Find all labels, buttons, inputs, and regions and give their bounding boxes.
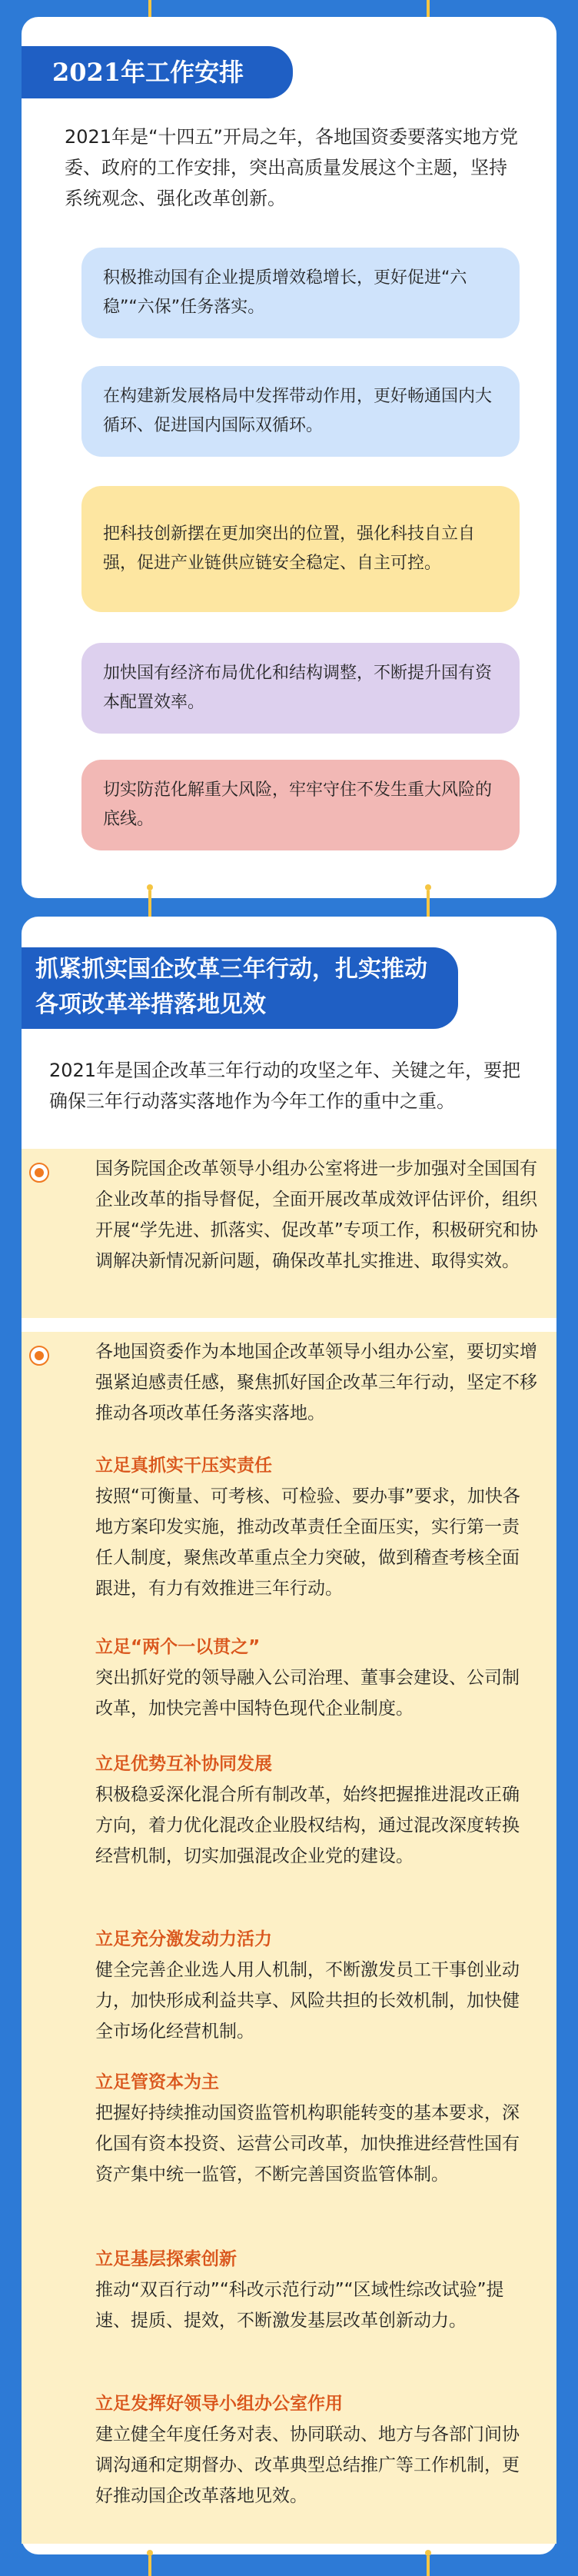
work-plan-item-5-text: 切实防范化解重大风险，牢牢守住不发生重大风险的底线。 — [103, 780, 493, 829]
work-plan-item-1 — [81, 248, 520, 338]
work-plan-item-4-text: 加快国有经济布局优化和结构调整，不断提升国有资本配置效率。 — [103, 664, 493, 712]
reform-intro: 2021年是国企改革三年行动的攻坚之年、关键之年，要把确保三年行动落实落地作为今年工作的重中之重。 — [49, 1060, 521, 1112]
section-title-reform — [22, 947, 458, 1029]
connector-bottom-left — [143, 2550, 157, 2576]
subsection-5-text: 把握好持续推动国资监管机构职能转变的基本要求，深化国有资本投资、运营公司改革，加快推进经营性国有资产集中统一监管，不断完善国资监管体制。 — [95, 2103, 520, 2185]
subsection-7-heading: 立足发挥好领导小组办公室作用 — [95, 2394, 343, 2414]
work-plan-card — [22, 17, 556, 898]
reform-point-2-text: 各地国资委作为本地国企改革领导小组办公室，要切实增强紧迫感责任感，聚焦抓好国企改革三年行动，坚定不移推动各项改革任务落实落地。 — [95, 1342, 537, 1423]
subsection-6-heading: 立足基层探索创新 — [95, 2249, 237, 2269]
connector-bottom-right — [421, 2550, 435, 2576]
bullet-icon — [29, 1346, 49, 1366]
subsection-1-text: 按照“可衡量、可考核、可检验、要办事”要求，加快各地方案印发实施，推动改革责任全面压实，实行第一责任人制度，聚焦改革重点全力突破，做到稽查考核全面跟进，有力有效推进三年行动。 — [95, 1486, 520, 1599]
work-plan-item-3 — [81, 486, 520, 612]
subsection-5-heading: 立足管资本为主 — [95, 2072, 219, 2092]
work-plan-item-4 — [81, 643, 520, 734]
section-title-work-plan: 2021年工作安排 — [22, 46, 293, 98]
work-plan-item-1-text: 积极推动国有企业提质增效稳增长，更好促进“六稳”“六保”任务落实。 — [103, 268, 467, 317]
subsection-3-text: 积极稳妥深化混合所有制改革，始终把握推进混改正确方向，着力优化混改企业股权结构，通过混改深度转换经营机制，切实加强混改企业党的建设。 — [95, 1785, 520, 1866]
subsection-4-heading: 立足充分激发动力活力 — [95, 1929, 272, 1949]
subsection-2-heading: 立足“两个一以贯之” — [95, 1637, 261, 1657]
subsection-6-text: 推动“双百行动”“科改示范行动”“区域性综改试验”提速、提质、提效，不断激发基层改革创新动力。 — [95, 2280, 504, 2331]
work-plan-intro: 2021年是“十四五”开局之年，各地国资委要落实地方党委、政府的工作安排，突出高质量发展这个主题，坚持系统观念、强化改革创新。 — [65, 126, 518, 209]
section-title-reform-line2: 各项改革举措落地见效 — [35, 991, 266, 1018]
subsection-2-text: 突出抓好党的领导融入公司治理、董事会建设、公司制改革，加快完善中国特色现代企业制度。 — [95, 1668, 520, 1719]
work-plan-item-3-text: 把科技创新摆在更加突出的位置，强化科技自立自强，促进产业链供应链安全稳定、自主可控。 — [103, 524, 476, 573]
work-plan-item-5 — [81, 760, 520, 850]
reform-point-1-text: 国务院国企改革领导小组办公室将进一步加强对全国国有企业改革的指导督促，全面开展改革成效评估评价，组织开展“学先进、抓落实、促改革”专项工作，积极研究和协调解决新情况新问题，确保改革扎实推进、取得实效。 — [95, 1159, 538, 1271]
subsection-1-heading: 立足真抓实干压实责任 — [95, 1456, 272, 1476]
subsection-7-text: 建立健全年度任务对表、协同联动、地方与各部门间协调沟通和定期督办、改革典型总结推广等工作机制，更好推动国企改革落地见效。 — [95, 2425, 520, 2506]
bullet-icon — [29, 1163, 49, 1183]
subsection-3-heading: 立足优势互补协同发展 — [95, 1754, 272, 1774]
subsection-4-text: 健全完善企业选人用人机制，不断激发员工干事创业动力，加快形成利益共享、风险共担的长效机制，加快健全市场化经营机制。 — [95, 1960, 520, 2042]
section-title-reform-line1: 抓紧抓实国企改革三年行动，扎实推动 — [35, 956, 427, 983]
work-plan-item-2-text: 在构建新发展格局中发挥带动作用，更好畅通国内大循环、促进国内国际双循环。 — [103, 387, 493, 435]
work-plan-item-2 — [81, 366, 520, 457]
